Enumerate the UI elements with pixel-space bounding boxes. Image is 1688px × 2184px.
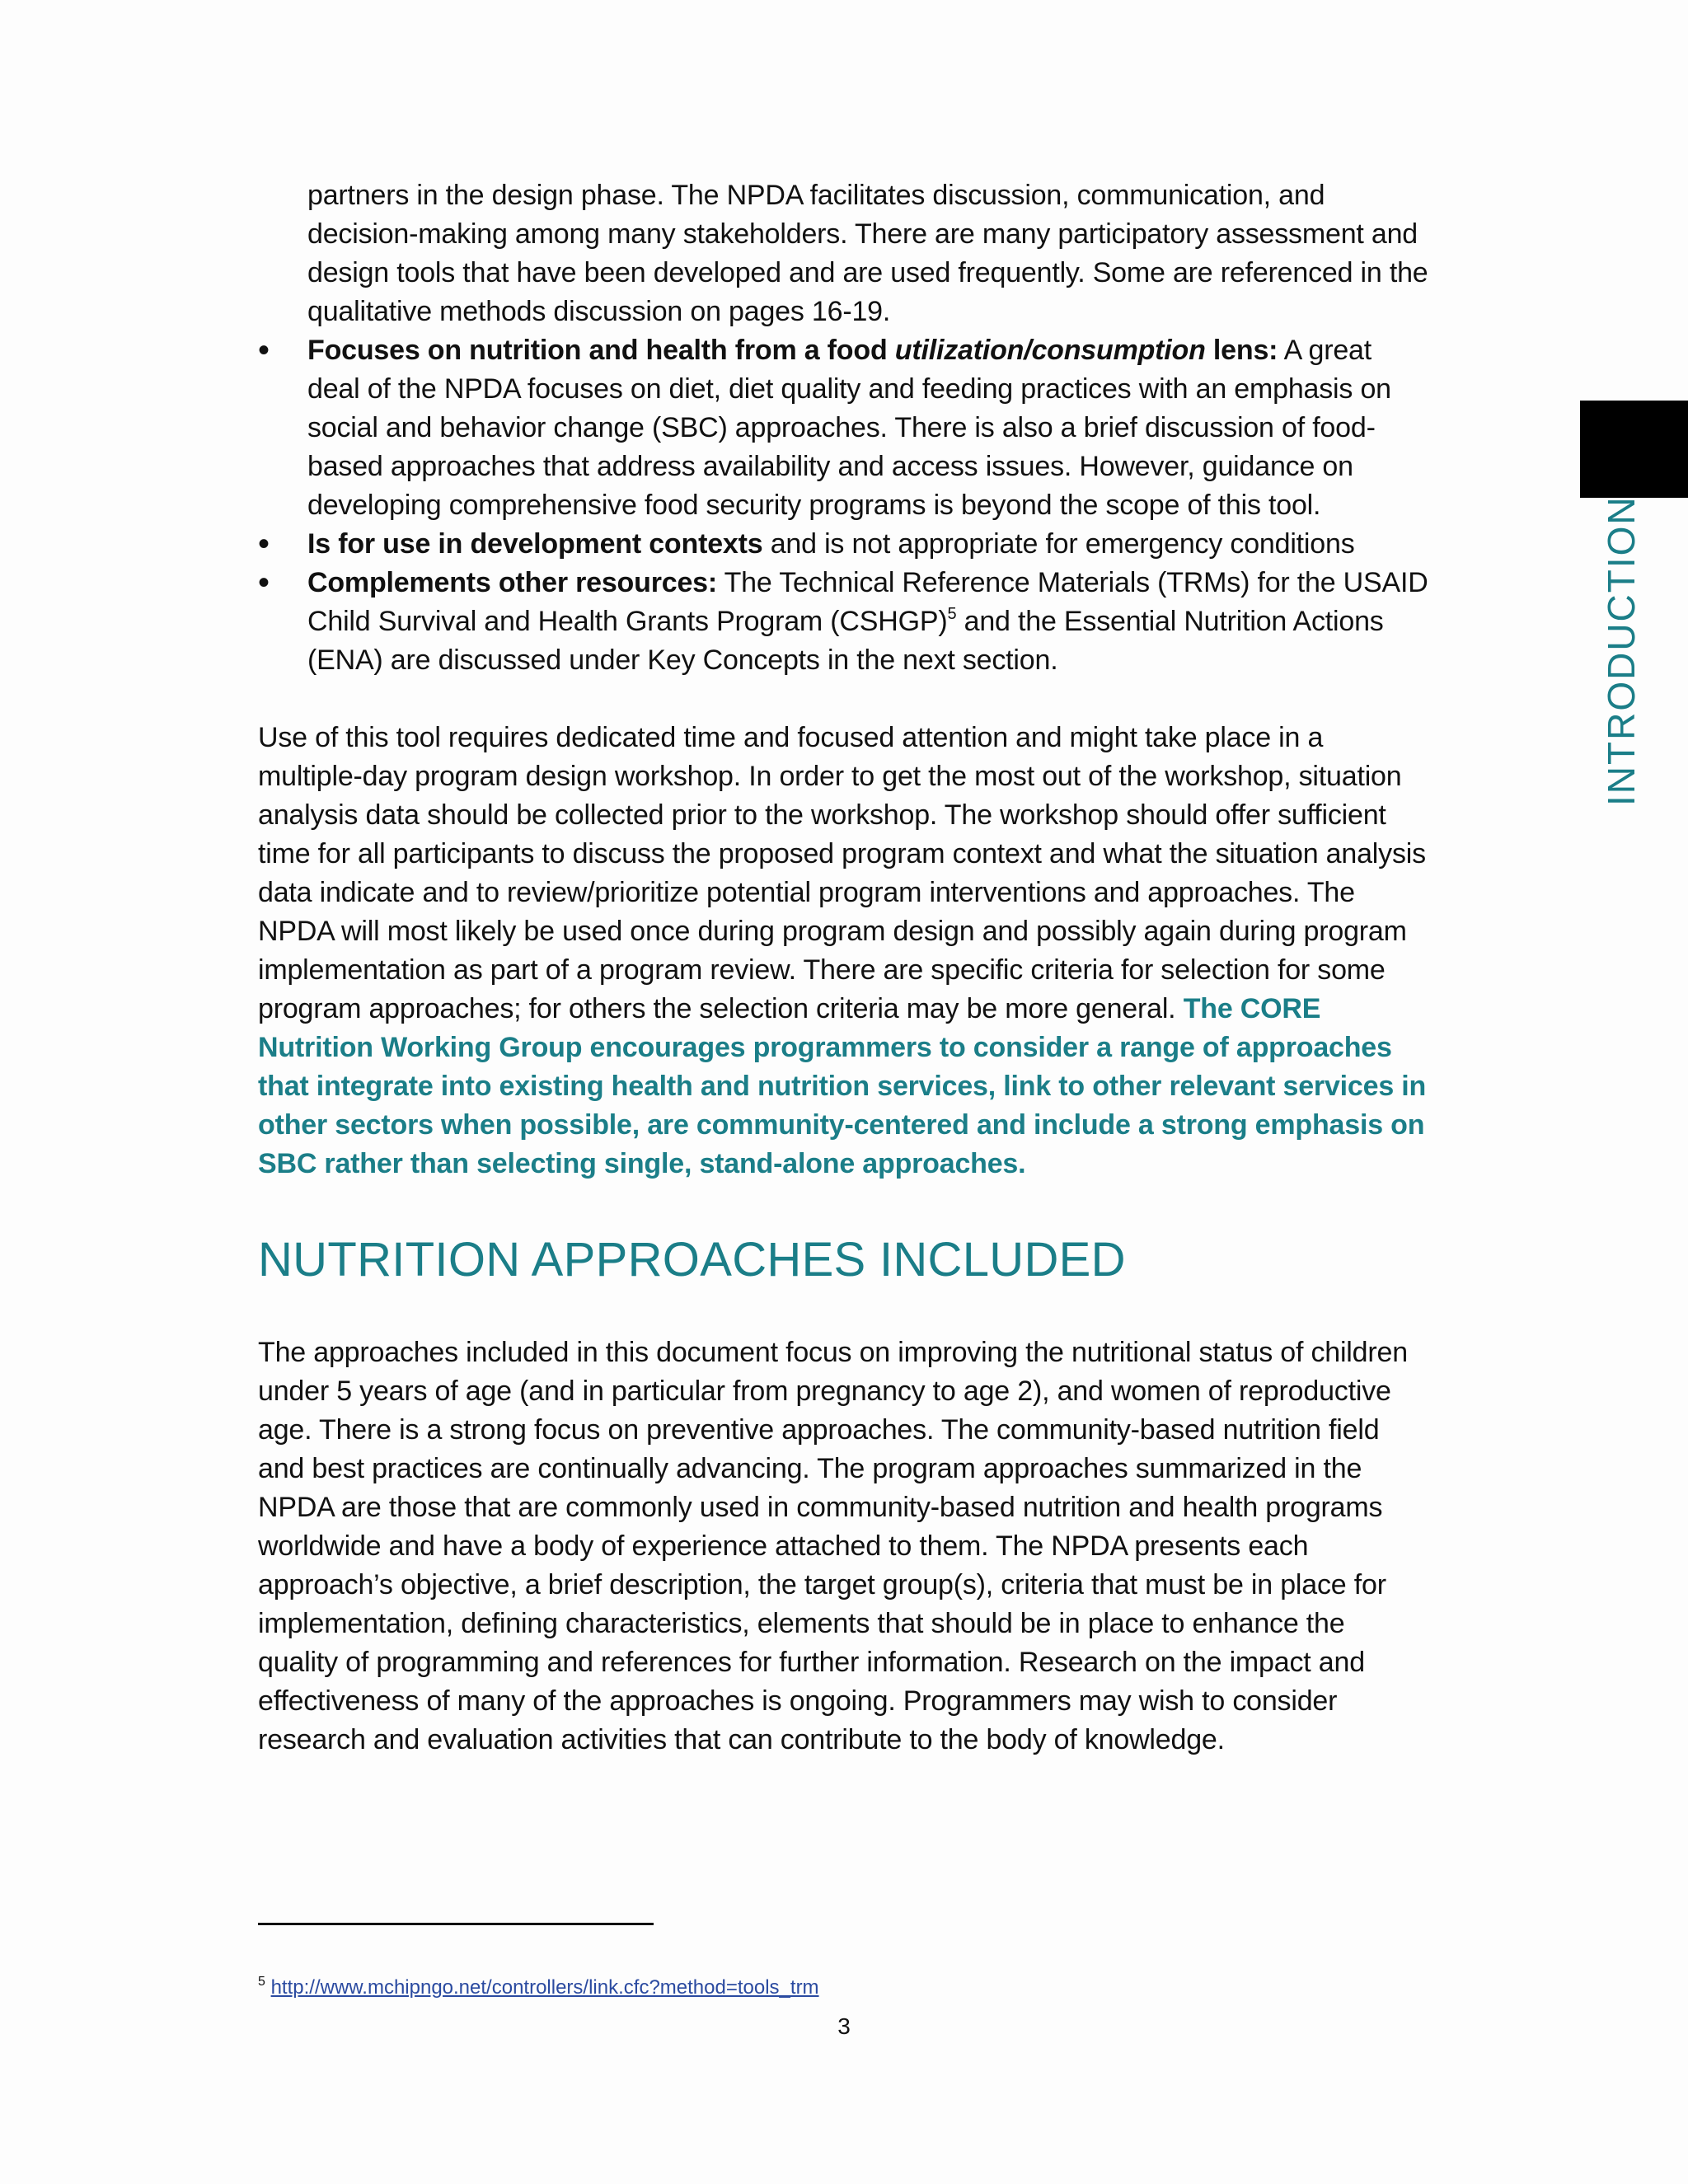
bullet-item-focus [258,331,1428,525]
page-number: 3 [837,2013,851,2039]
section-heading: NUTRITION APPROACHES INCLUDED [258,1233,1126,1286]
bullet-text: and is not appropriate for emergency conditions [762,528,1355,560]
bullet-item-development [258,525,1428,564]
page-content [258,176,1428,1760]
bullet-text: The Technical Reference Materials (TRMs) for the USAID Child Survival and Health Grants Program (CSHGP) [307,567,1428,637]
bullet-lead-italic: utilization/consumption [894,335,1206,366]
footnote-reference: 5 [947,605,957,623]
bullet-item-complements [258,564,1428,680]
highlighted-recommendation: The CORE Nutrition Working Group encourages programmers to consider a range of approaches that integrate into existing health and nutrition services, link to other relevant services in other sectors when possible, are community-centered and include a strong emphasis on SBC rather than selecting single, stand-alone approaches. [258,993,1427,1179]
footnote-divider [258,1923,654,1925]
bullet-text: and the Essential Nutrition Actions (ENA) are discussed under Key Concepts in the next section. [307,606,1384,676]
workshop-paragraph [258,719,1428,1183]
bullet-text: A great deal of the NPDA focuses on diet, diet quality and feeding practices with an emphasis on social and behavior change (SBC) approaches. There is also a brief discussion of food-based approaches that address availability and access issues. However, guidance on developing comprehensive food security programs is beyond the scope of this tool. [307,335,1391,521]
bullet-lead: Complements other resources: [307,567,717,598]
chapter-tab-marker [1580,401,1688,498]
bullet-lead: lens: [1205,335,1278,366]
approaches-paragraph: The approaches included in this document focus on improving the nutritional status of children under 5 years of age (and in particular from pregnancy to age 2), and women of reproductive age. There is a strong focus on preventive approaches. The community-based nutrition field and best practices are continually advancing. The program approaches summarized in the NPDA are those that are commonly used in community-based nutrition and health programs worldwide and have a body of experience attached to them. The NPDA presents each approach’s objective, a brief description, the target group(s), criteria that must be in place for implementation, defining characteristics, elements that should be in place to enhance the quality of programming and references for further information. Research on the impact and effectiveness of many of the approaches is ongoing. Programmers may wish to consider research and evaluation activities that can contribute to the body of knowledge. [258,1337,1408,1755]
footnote-marker: 5 [258,1975,265,1989]
footnote [258,1975,819,2000]
chapter-side-label: INTRODUCTION [1600,495,1643,806]
bullet-lead: Focuses on nutrition and health from a food [307,335,895,366]
paragraph-text: Use of this tool requires dedicated time and focused attention and might take place in a multiple-day program design workshop. In order to get the most out of the workshop, situation analysis data should be collected prior to the workshop. The workshop should offer sufficient time for all participants to discuss the proposed program context and what the situation analysis data indicate and to review/prioritize potential program interventions and approaches. The NPDA will most likely be used once during program design and possibly again during program implementation as part of a program review. There are specific criteria for selection for some program approaches; for others the selection criteria may be more general. [258,722,1426,1024]
feature-bullet-list [258,331,1428,680]
continuation-paragraph: partners in the design phase. The NPDA facilitates discussion, communication, and decision-making among many stakeholders. There are many participatory assessment and design tools that have been developed and are used frequently. Some are referenced in the qualitative methods discussion on pages 16-19. [307,180,1428,327]
footnote-link[interactable]: http://www.mchipngo.net/controllers/link.cfc?method=tools_trm [270,1976,819,1999]
bullet-lead: Is for use in development contexts [307,528,763,560]
